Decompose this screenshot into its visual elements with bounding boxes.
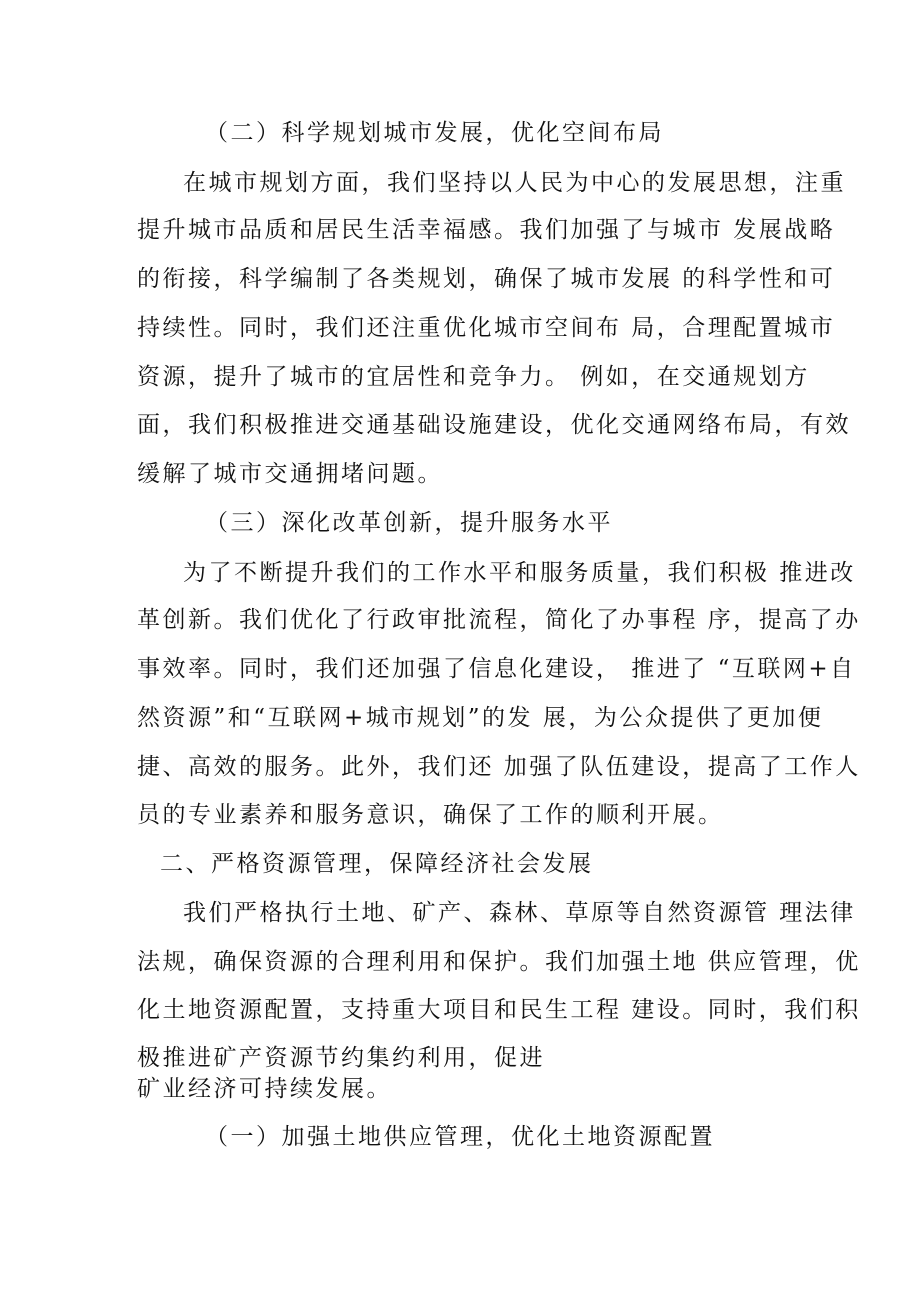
paragraph-line: 资源，提升了城市的宜居性和竞争力。 例如，在交通规划方 [137, 364, 810, 390]
paragraph-line: 革创新。我们优化了行政审批流程，简化了办事程 序，提高了办 [137, 607, 861, 633]
paragraph-line: 化土地资源配置，支持重大项目和民生工程 建设。同时，我们积 [137, 997, 861, 1023]
paragraph-line: 事效率。同时，我们还加强了信息化建设， 推进了 “互联网+自 [137, 656, 856, 682]
paragraph-line: 缓解了城市交通拥堵问题。 [137, 461, 443, 487]
paragraph-line: 提升城市品质和居民生活幸福感。我们加强了与城市 发展战略 [137, 217, 836, 243]
paragraph-line: 在城市规划方面，我们坚持以人民为中心的发展思想，注重 [183, 170, 846, 196]
paragraph-line: 极推进矿产资源节约集约利用，促进 [137, 1045, 545, 1071]
paragraph-line: 我们严格执行土地、矿产、森林、草原等自然资源管 理法律 [183, 900, 856, 926]
section-heading-2: （二）科学规划城市发展，优化空间布局 [205, 120, 664, 146]
paragraph-line: 为了不断提升我们的工作水平和服务质量，我们积极 推进改 [183, 560, 856, 586]
paragraph-line: 捷、高效的服务。此外，我们还 加强了队伍建设，提高了工作人 [137, 754, 861, 780]
paragraph-line: 的衔接，科学编制了各类规划，确保了城市发展 的科学性和可 [137, 266, 836, 292]
paragraph-line: 矿业经济可持续发展。 [137, 1076, 392, 1102]
section-heading-main: 二、严格资源管理，保障经济社会发展 [160, 851, 594, 877]
paragraph-line: 然资源”和“互联网+城市规划”的发 展，为公众提供了更加便 [137, 705, 824, 731]
paragraph-line: 持续性。同时，我们还注重优化城市空间布 局，合理配置城市 [137, 315, 836, 341]
paragraph-line: 面，我们积极推进交通基础设施建设，优化交通网络布局，有效 [137, 412, 851, 438]
paragraph-line: 法规，确保资源的合理利用和保护。我们加强土地 供应管理，优 [137, 949, 861, 975]
paragraph-line: 员的专业素养和服务意识，确保了工作的顺利开展。 [137, 802, 724, 828]
section-heading-1: （一）加强土地供应管理，优化土地资源配置 [205, 1124, 715, 1150]
section-heading-3: （三）深化改革创新，提升服务水平 [205, 510, 613, 536]
